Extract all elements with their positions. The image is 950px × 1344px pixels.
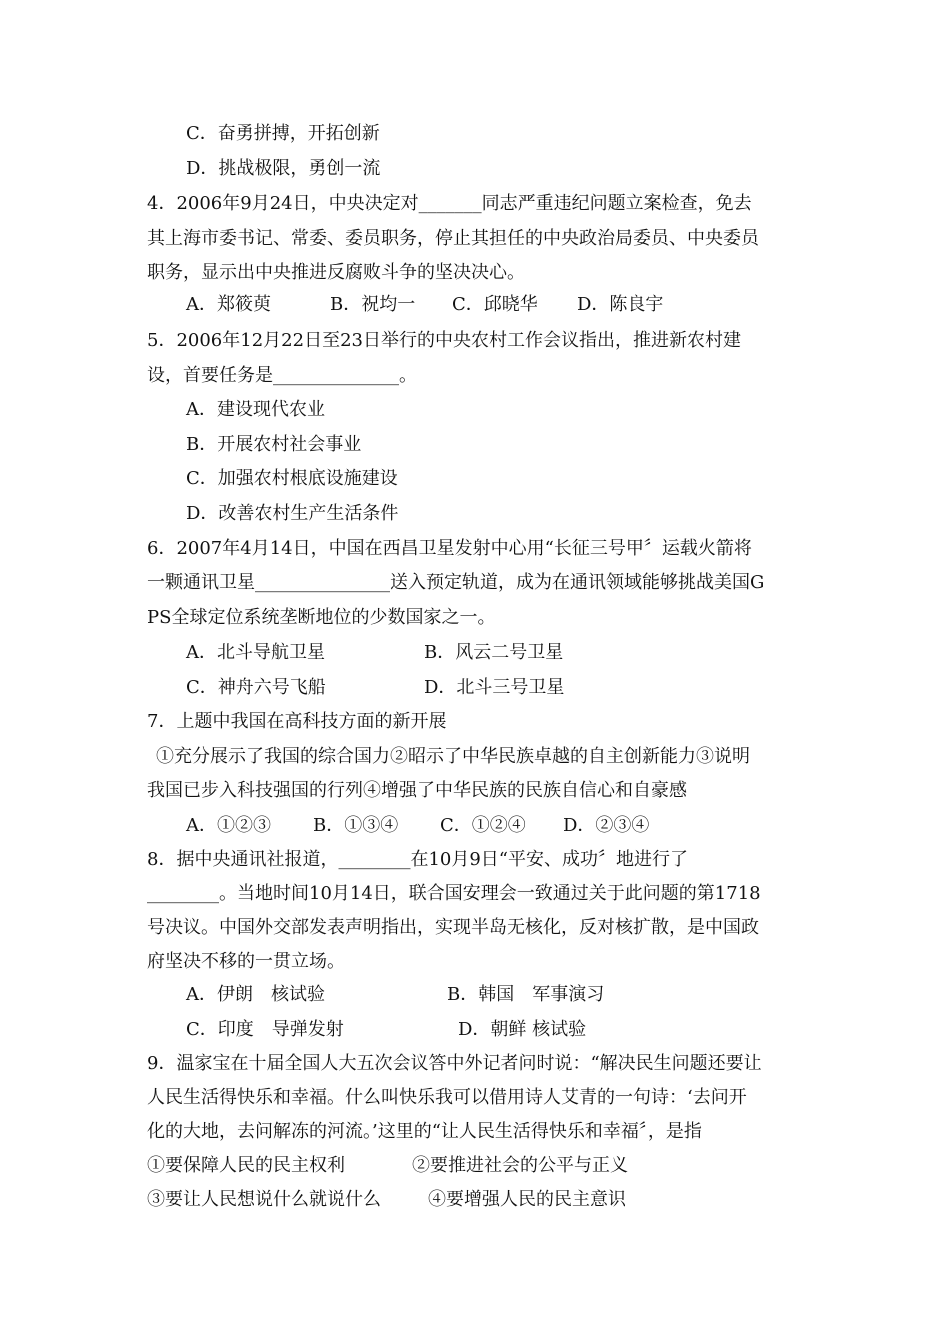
- q6-stem-line3: PS全球定位系统垄断地位的少数国家之一。: [147, 607, 496, 628]
- q5-option-b: B．开展农村社会事业: [186, 434, 362, 455]
- q5-stem-line1: 5．2006年12月22日至23日举行的中央农村工作会议指出，推进新农村建: [147, 330, 741, 351]
- q8-option-c: C．印度 导弹发射: [186, 1019, 344, 1040]
- q4-option-c: C．邱晓华: [452, 294, 538, 315]
- q4-option-d: D．陈良宇: [577, 294, 664, 315]
- q8-option-b: B．韩国 军事演习: [447, 984, 605, 1005]
- q9-stem-line2: 人民生活得快乐和幸福。什么叫快乐我可以借用诗人艾青的一句诗：‘去问开: [147, 1087, 747, 1108]
- q7-option-c: C．①②④: [440, 815, 526, 836]
- q5-option-a: A．建设现代农业: [186, 399, 325, 420]
- q9-statement-2: ②要推进社会的公平与正义: [412, 1155, 628, 1176]
- q7-option-b: B．①③④: [313, 815, 399, 836]
- q7-option-a: A．①②③: [186, 815, 271, 836]
- q4-option-a: A．郑筱萸: [186, 294, 271, 315]
- q7-statements-line2: 我国已步入科技强国的行列④增强了中华民族的民族自信心和自豪感: [147, 780, 687, 801]
- q4-option-b: B．祝均一: [330, 294, 416, 315]
- q5-stem-line2: 设，首要任务是______________。: [147, 365, 417, 386]
- q3-option-c: C．奋勇拼搏，开拓创新: [186, 123, 380, 144]
- q8-option-a: A．伊朗 核试验: [186, 984, 325, 1005]
- q4-stem-line2: 其上海市委书记、常委、委员职务，停止其担任的中央政治局委员、中央委员: [147, 228, 759, 249]
- q6-option-c: C．神舟六号飞船: [186, 677, 326, 698]
- q7-statements-line1: ①充分展示了我国的综合国力②昭示了中华民族卓越的自主创新能力③说明: [156, 746, 750, 767]
- q6-option-a: A．北斗导航卫星: [186, 642, 325, 663]
- q5-option-c: C．加强农村根底设施建设: [186, 468, 398, 489]
- q8-stem-line3: 号决议。中国外交部发表声明指出，实现半岛无核化，反对核扩散，是中国政: [147, 917, 759, 938]
- q6-option-d: D．北斗三号卫星: [424, 677, 565, 698]
- q9-statement-4: ④要增强人民的民主意识: [428, 1189, 626, 1210]
- q8-stem-line2: ________。当地时间10月14日，联合国安理会一致通过关于此问题的第1718: [147, 883, 761, 904]
- q8-stem-line4: 府坚决不移的一贯立场。: [147, 951, 345, 972]
- q8-stem-line1: 8．据中央通讯社报道，________在10月9日“平安、成功〞地进行了: [147, 849, 689, 870]
- q6-stem-line2: 一颗通讯卫星_______________送入预定轨道，成为在通讯领域能够挑战美国G: [147, 572, 765, 593]
- q7-option-d: D．②③④: [563, 815, 650, 836]
- q7-stem-line1: 7．上题中我国在高科技方面的新开展: [147, 711, 447, 732]
- q4-stem-line3: 职务，显示出中央推进反腐败斗争的坚决决心。: [147, 262, 525, 283]
- q6-option-b: B．风云二号卫星: [424, 642, 564, 663]
- q9-stem-line1: 9．温家宝在十届全国人大五次会议答中外记者问时说：“解决民生问题还要让: [147, 1053, 762, 1074]
- q9-stem-line3: 化的大地，去问解冻的河流。’这里的“让人民生活得快乐和幸福〞，是指: [147, 1121, 702, 1142]
- q9-statement-3: ③要让人民想说什么就说什么: [147, 1189, 381, 1210]
- q9-statement-1: ①要保障人民的民主权利: [147, 1155, 345, 1176]
- q4-stem-line1: 4．2006年9月24日，中央决定对_______同志严重违纪问题立案检查，免去: [147, 193, 752, 214]
- q6-stem-line1: 6．2007年4月14日，中国在西昌卫星发射中心用“长征三号甲〞运载火箭将: [147, 538, 752, 559]
- q5-option-d: D．改善农村生产生活条件: [186, 503, 399, 524]
- q3-option-d: D．挑战极限，勇创一流: [186, 158, 381, 179]
- q8-option-d: D．朝鲜 核试验: [458, 1019, 587, 1040]
